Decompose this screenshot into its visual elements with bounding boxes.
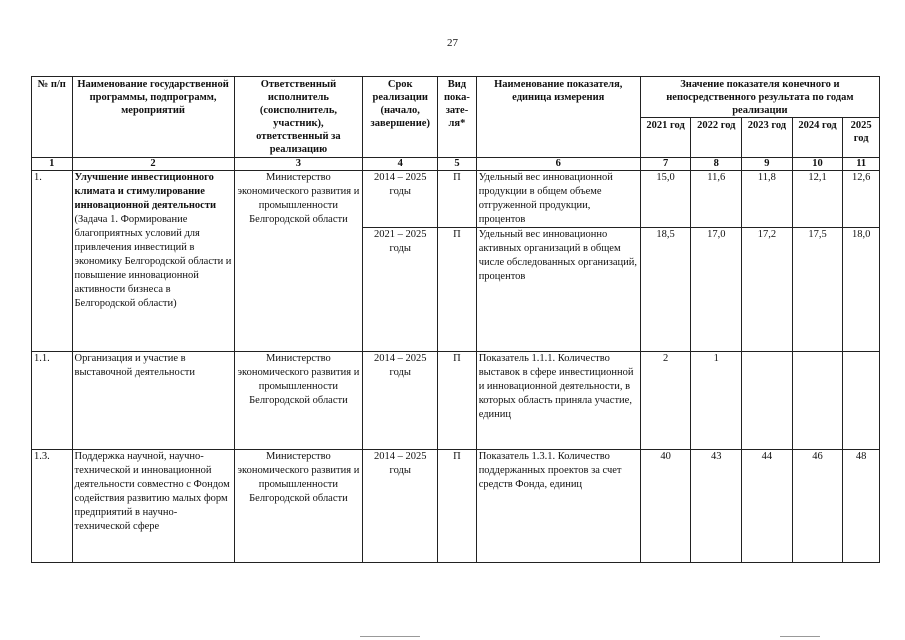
value-2024: 12,1	[792, 171, 843, 228]
column-number: 4	[363, 158, 438, 171]
value-2025: 48	[843, 450, 880, 563]
header-year-2021: 2021 год	[640, 118, 691, 158]
column-number: 10	[792, 158, 843, 171]
value-2024	[792, 352, 843, 450]
header-indicator: Наименование показателя, единица измерения	[476, 77, 640, 158]
program-name-task: (Задача 1. Формирование благоприятных условий для привлечения инвестиций в экономику Белгородской области и повышение инновационной активности бизнеса в Белгородской области)	[74, 214, 232, 309]
value-2022: 11,6	[691, 171, 742, 228]
value-2021: 40	[640, 450, 691, 563]
indicator-kind: П	[438, 171, 476, 228]
column-number-row	[32, 158, 880, 171]
header-program: Наименование государственной программы, подпрограмм, мероприятий	[72, 77, 234, 158]
value-2024: 17,5	[792, 228, 843, 352]
term: 2021 – 2025 годы	[363, 228, 438, 352]
indicator-name: Показатель 1.3.1. Количество поддержанных проектов за счет средств Фонда, единиц	[476, 450, 640, 563]
value-2023	[742, 352, 793, 450]
header-kind: Вид пока-зате-ля*	[438, 77, 476, 158]
value-2025	[843, 352, 880, 450]
scan-edge-mark	[360, 636, 420, 637]
indicator-kind: П	[438, 450, 476, 563]
scan-edge-mark	[780, 636, 820, 637]
indicator-name: Показатель 1.1.1. Количество выставок в сфере инвестиционной и инновационной деятельности, в которых область приняла участие, единиц	[476, 352, 640, 450]
table-row	[32, 171, 880, 228]
program-name: Организация и участие в выставочной деятельности	[72, 352, 234, 450]
value-2021: 15,0	[640, 171, 691, 228]
column-number: 9	[742, 158, 793, 171]
indicator-kind: П	[438, 352, 476, 450]
header-year-2023: 2023 год	[742, 118, 793, 158]
value-2025: 12,6	[843, 171, 880, 228]
value-2022: 43	[691, 450, 742, 563]
executor: Министерство экономического развития и промышленности Белгородской области	[234, 450, 363, 563]
value-2023: 11,8	[742, 171, 793, 228]
page-number: 27	[447, 37, 458, 49]
value-2023: 17,2	[742, 228, 793, 352]
header-num: № п/п	[32, 77, 73, 158]
column-number: 3	[234, 158, 363, 171]
header-row	[32, 77, 880, 118]
value-2024: 46	[792, 450, 843, 563]
column-number: 2	[72, 158, 234, 171]
row-number: 1.	[32, 171, 73, 352]
header-year-2025: 2025 год	[843, 118, 880, 158]
program-name-bold: Улучшение инвестиционного климата и стимулирование инновационной деятельности	[74, 172, 217, 211]
executor: Министерство экономического развития и промышленности Белгородской области	[234, 171, 363, 352]
header-term: Срок реализации (начало, завершение)	[363, 77, 438, 158]
executor: Министерство экономического развития и промышленности Белгородской области	[234, 352, 363, 450]
value-2025: 18,0	[843, 228, 880, 352]
column-number: 11	[843, 158, 880, 171]
term: 2014 – 2025 годы	[363, 171, 438, 228]
column-number: 1	[32, 158, 73, 171]
row-number: 1.3.	[32, 450, 73, 563]
table-row	[32, 352, 880, 450]
value-2023: 44	[742, 450, 793, 563]
value-2022: 17,0	[691, 228, 742, 352]
table-row	[32, 450, 880, 563]
indicator-name: Удельный вес инновационно активных организаций в общем числе обследованных организаций, процентов	[476, 228, 640, 352]
value-2021: 2	[640, 352, 691, 450]
indicator-kind: П	[438, 228, 476, 352]
header-year-2022: 2022 год	[691, 118, 742, 158]
term: 2014 – 2025 годы	[363, 450, 438, 563]
column-number: 5	[438, 158, 476, 171]
column-number: 8	[691, 158, 742, 171]
term: 2014 – 2025 годы	[363, 352, 438, 450]
column-number: 6	[476, 158, 640, 171]
program-name	[72, 171, 234, 352]
indicator-table	[31, 76, 880, 563]
row-number: 1.1.	[32, 352, 73, 450]
indicator-name: Удельный вес инновационной продукции в общем объеме отгруженной продукции, процентов	[476, 171, 640, 228]
program-name: Поддержка научной, научно-технической и инновационной деятельности совместно с Фондом содействия развитию малых форм предприятий в научно-технической сфере	[72, 450, 234, 563]
value-2021: 18,5	[640, 228, 691, 352]
header-executor: Ответственный исполнитель (соисполнитель, участник), ответственный за реализацию	[234, 77, 363, 158]
column-number: 7	[640, 158, 691, 171]
header-values-group: Значение показателя конечного и непосредственного результата по годам реализации	[640, 77, 879, 118]
value-2022: 1	[691, 352, 742, 450]
header-year-2024: 2024 год	[792, 118, 843, 158]
